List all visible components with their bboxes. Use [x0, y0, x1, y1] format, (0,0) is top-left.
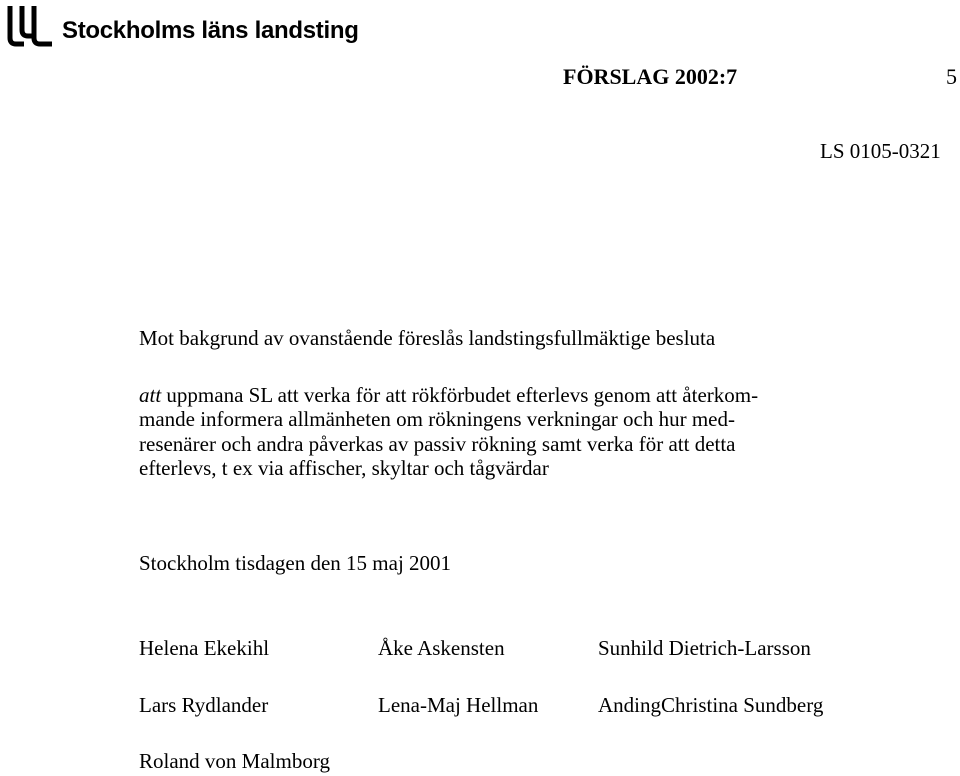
reference-number: LS 0105-0321: [820, 139, 941, 163]
proposal-line-text: uppmana SL att verka för att rökförbudet efterlevs genom att återkom-: [161, 383, 759, 407]
signature-name: Roland von Malmborg: [139, 749, 330, 773]
page-number: 5: [946, 64, 957, 89]
logo-mark-icon: [4, 4, 54, 48]
intro-paragraph: Mot bakgrund av ovanstående föreslås landstingsfullmäktige besluta: [139, 326, 716, 350]
organization-name: Stockholms läns landsting: [62, 17, 359, 44]
proposal-line: resenärer och andra påverkas av passiv rökning samt verka för att detta: [139, 431, 736, 456]
proposal-line: [139, 383, 859, 407]
proposal-paragraph: [139, 383, 859, 480]
proposal-keyword: att: [139, 383, 162, 407]
signature-name: Helena Ekekihl: [139, 636, 270, 660]
signature-name: Åke Askensten: [378, 636, 505, 660]
signature-name: AndingChristina Sundberg: [598, 693, 824, 717]
signature-name: Lars Rydlander: [139, 693, 269, 717]
proposal-line: mande informera allmänheten om rökningens verkningar och hur med-: [139, 407, 735, 432]
organization-logo: [4, 4, 359, 48]
document-title: FÖRSLAG 2002:7: [563, 64, 738, 89]
signature-name: Lena-Maj Hellman: [378, 693, 539, 717]
proposal-line: efterlevs, t ex via affischer, skyltar och tågvärdar: [139, 455, 549, 480]
signature-name: Sunhild Dietrich-Larsson: [598, 636, 811, 660]
date-place-line: Stockholm tisdagen den 15 maj 2001: [139, 551, 452, 575]
